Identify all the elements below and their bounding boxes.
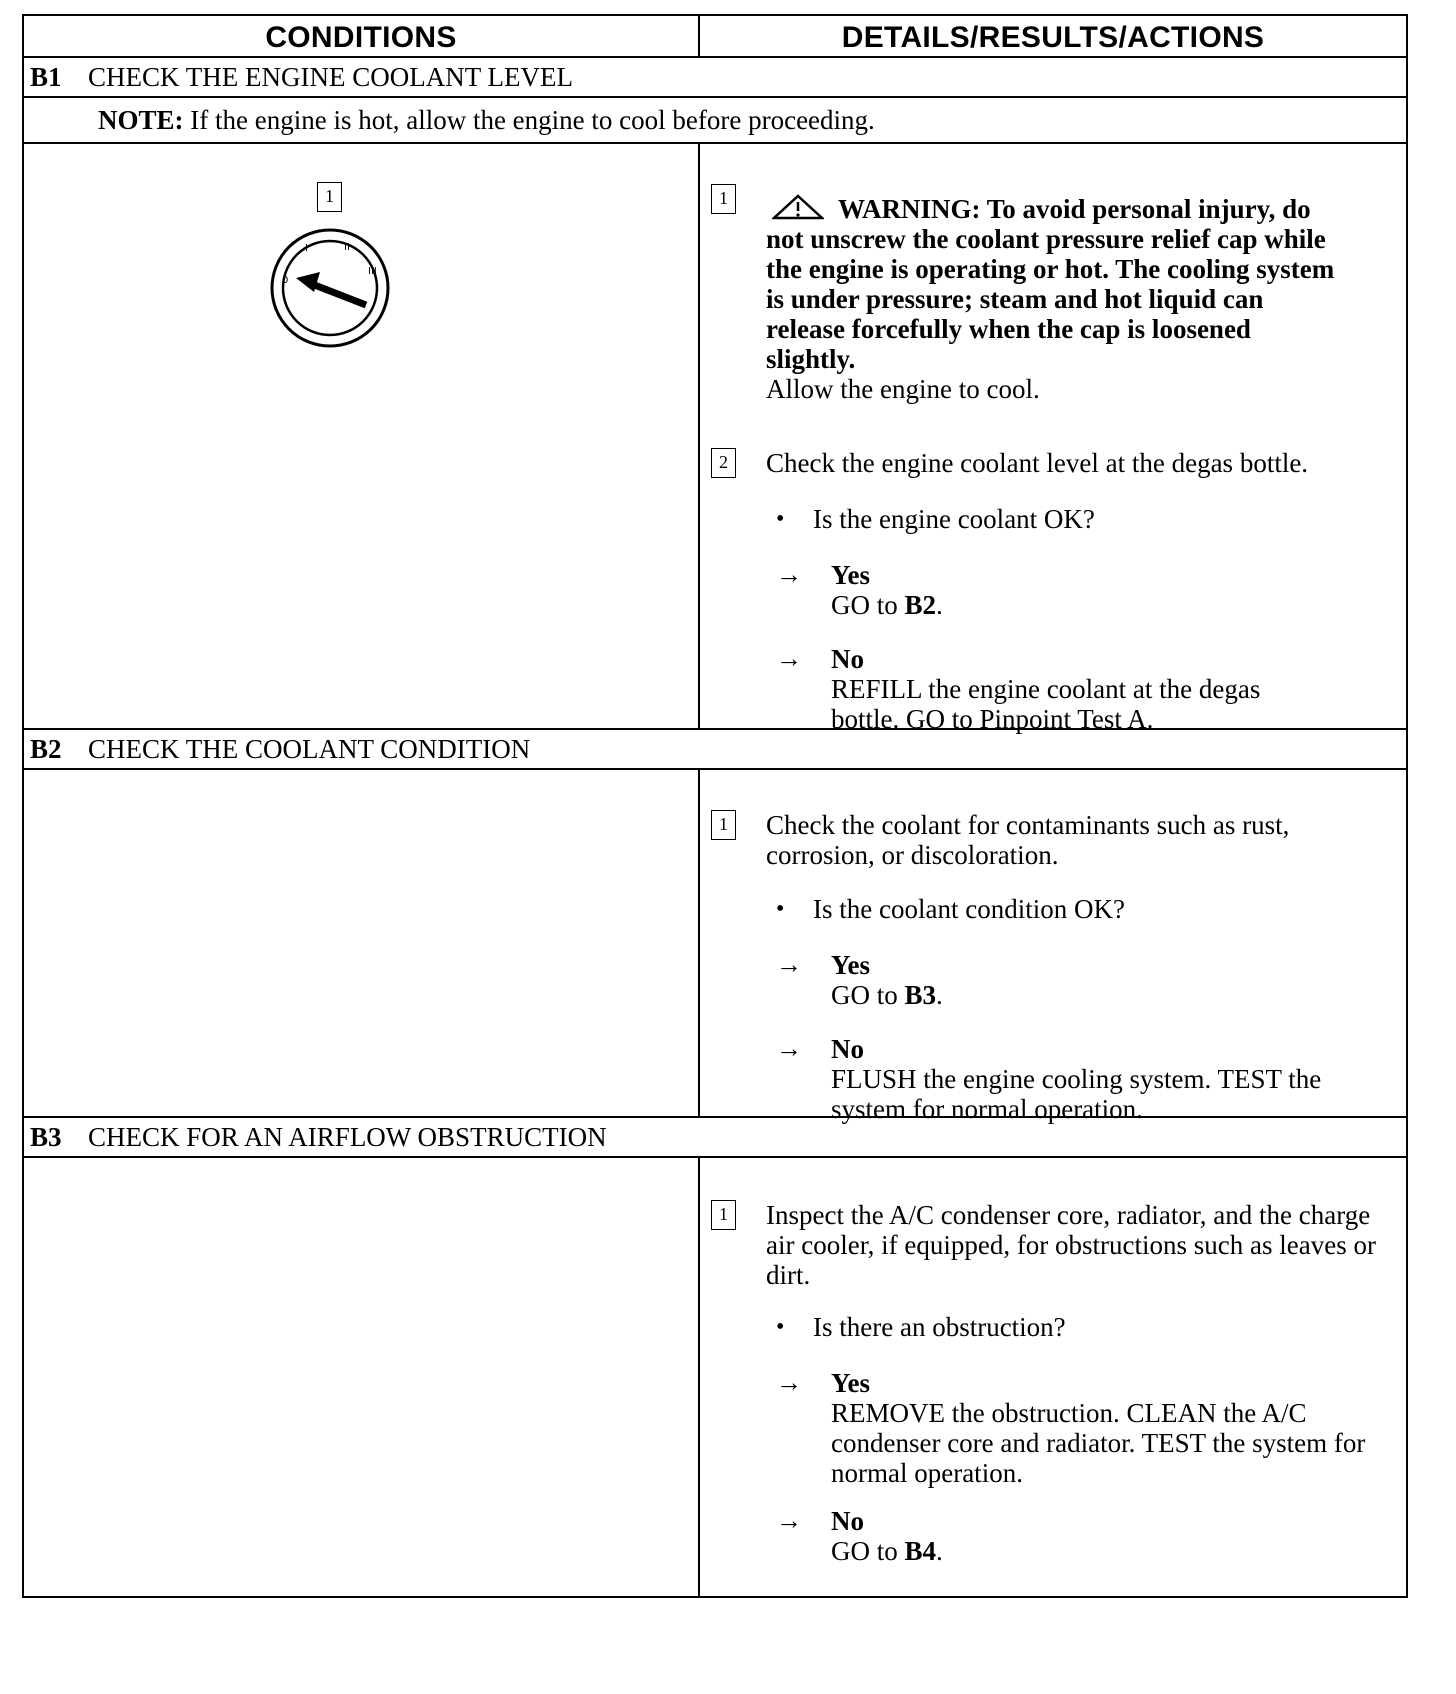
yes-label: Yes [831,1368,870,1398]
note-label: NOTE: [98,104,184,135]
yes-action [831,590,943,620]
dial-mark-2: II [344,242,350,253]
no-label: No [831,1034,864,1064]
step-b2-question: Is the coolant condition OK? [813,894,1125,924]
step-b3-yes [831,1368,1371,1488]
step-b2-id: B2 [30,733,62,764]
table-header [22,14,1408,58]
yes-arrow-icon: → [776,560,802,589]
no-action: FLUSH the engine cooling system. TEST the system for normal operation. [831,1064,1322,1124]
no-action: REFILL the engine coolant at the degas bottle. GO to Pinpoint Test A. [831,674,1261,734]
details-header: DETAILS/RESULTS/ACTIONS [841,21,1265,54]
step-b2-title-row [22,730,1408,770]
diagnostic-table [22,14,1408,1598]
step-b2-1-box: 1 [711,810,736,840]
bullet: • [776,1314,785,1340]
yes-action: REMOVE the obstruction. CLEAN the A/C condenser core and radiator. TEST the system for normal operation. [831,1398,1366,1488]
no-label: No [831,644,864,674]
yes-action-text: GO to [831,980,905,1010]
step-b3-1-text: Inspect the A/C condenser core, radiator, and the charge air cooler, if equipped, for obstructions such as leaves or dirt. [766,1200,1376,1290]
yes-action-end: . [936,590,943,620]
step-b1-no [831,644,1331,734]
step-b1-question: Is the engine coolant OK? [813,504,1095,534]
dial-mark-3: III [368,266,377,277]
step-b2-1-text: Check the coolant for contaminants such as rust, corrosion, or discoloration. [766,810,1290,870]
step-b3-details-cell [700,1158,1406,1596]
step-b2-body [22,770,1408,1124]
step-b1-1-text: Allow the engine to cool. [766,374,1040,404]
figure-callout-box: 1 [317,182,342,212]
step-b2-condition-cell [24,770,700,1116]
no-action-text: GO to [831,1536,905,1566]
bullet: • [776,506,785,532]
step-b2-details-cell [700,770,1406,1124]
no-action [831,1536,943,1566]
yes-label: Yes [831,950,870,980]
yes-arrow-icon: → [776,1368,802,1397]
yes-arrow-icon: → [776,950,802,979]
yes-action [831,980,943,1010]
step-b3-condition-cell [24,1158,700,1596]
ignition-switch-icon [268,226,392,350]
step-b1-1-box: 1 [711,184,736,214]
warning-text: WARNING: To avoid personal injury, do not unscrew the coolant pressure relief cap while the engine is operating or hot. The cooling system is under pressure; steam and hot liquid can release forcefully when the cap is loosened slightly. [766,194,1335,374]
bullet: • [776,896,785,922]
step-b3-title: CHECK FOR AN AIRFLOW OBSTRUCTION [88,1121,607,1152]
step-b1-body [22,144,1408,734]
note-text: If the engine is hot, allow the engine to cool before proceeding. [183,104,875,135]
yes-action-text: GO to [831,590,905,620]
step-b1-2-text: Check the engine coolant level at the degas bottle. [766,448,1309,478]
step-b3-id: B3 [30,1121,62,1152]
no-action-step: B4 [904,1536,937,1566]
step-b2-no [831,1034,1391,1124]
step-b3-1-box: 1 [711,1200,736,1230]
step-b1-id: B1 [30,61,62,92]
step-b1-condition-cell [24,144,700,728]
no-arrow-icon: → [776,1506,802,1535]
no-action-end: . [936,1536,943,1566]
step-b3-no [831,1506,943,1566]
no-arrow-icon: → [776,1034,802,1063]
dial-mark-1: I [305,243,308,254]
step-b1-yes [831,560,943,620]
step-b1-details-cell [700,144,1406,734]
step-b3-body [22,1158,1408,1598]
dial-mark-off: 0 [282,275,289,286]
yes-action-step: B3 [904,980,937,1010]
step-b3-question: Is there an obstruction? [813,1312,1066,1342]
yes-action-step: B2 [904,590,937,620]
step-b1-title-row [22,58,1408,98]
conditions-header: CONDITIONS [24,16,700,56]
step-b2-title: CHECK THE COOLANT CONDITION [88,733,531,764]
step-b1-note-row [22,98,1408,144]
step-b3-title-row [22,1118,1408,1158]
yes-label: Yes [831,560,870,590]
no-label: No [831,1506,864,1536]
step-b1-title: CHECK THE ENGINE COOLANT LEVEL [88,61,573,92]
no-arrow-icon: → [776,644,802,673]
step-b2-yes [831,950,943,1010]
step-b1-2-box: 2 [711,448,736,478]
step-b1-note [24,105,875,136]
yes-action-end: . [936,980,943,1010]
